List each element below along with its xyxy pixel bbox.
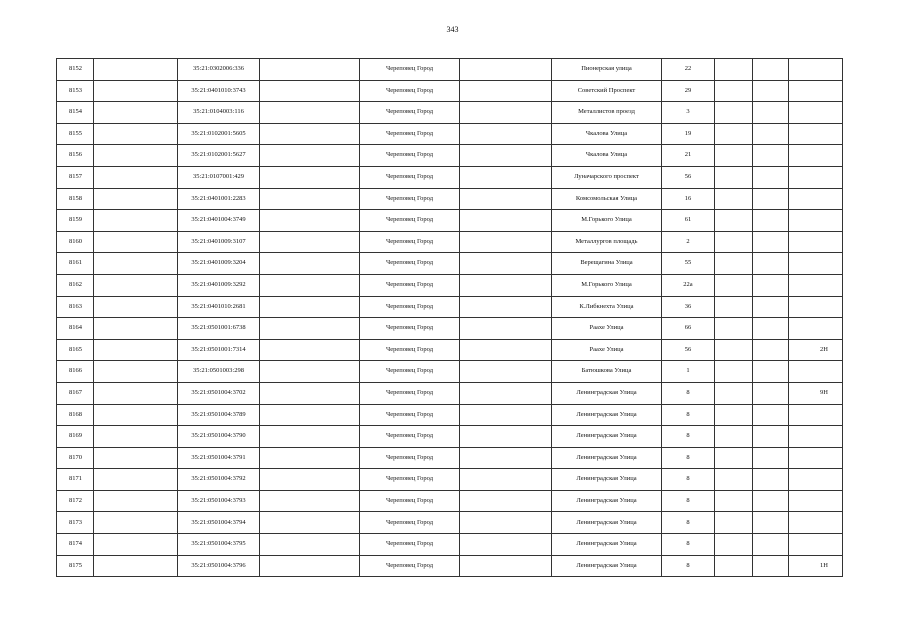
city-cell: Череповец Город [360,469,460,491]
empty-cell [715,339,753,361]
empty-cell [94,534,178,556]
table-row [57,123,843,145]
table-row [57,339,843,361]
cadastral-number-cell: 35:21:0401009:3292 [178,274,260,296]
row-number-cell: 8166 [57,361,94,383]
street-cell: Ленинградская Улица [552,469,662,491]
empty-cell [715,274,753,296]
empty-cell [753,555,789,577]
empty-cell [94,361,178,383]
house-number-cell: 1 [662,361,715,383]
empty-cell [94,274,178,296]
empty-cell [753,490,789,512]
empty-cell [260,404,360,426]
premises-cell [789,231,843,253]
empty-cell [94,512,178,534]
empty-cell [260,361,360,383]
cadastral-number-cell: 35:21:0501004:3793 [178,490,260,512]
row-number-cell: 8175 [57,555,94,577]
empty-cell [260,231,360,253]
empty-cell [715,296,753,318]
empty-cell [753,339,789,361]
premises-cell [789,123,843,145]
house-number-cell: 21 [662,145,715,167]
city-cell: Череповец Город [360,404,460,426]
city-cell: Череповец Город [360,318,460,340]
premises-cell [789,274,843,296]
empty-cell [460,123,552,145]
empty-cell [753,59,789,81]
empty-cell [94,123,178,145]
cadastral-number-cell: 35:21:0501004:3794 [178,512,260,534]
cadastral-number-cell: 35:21:0104003:116 [178,102,260,124]
city-cell: Череповец Город [360,296,460,318]
empty-cell [94,188,178,210]
street-cell: Ленинградская Улица [552,447,662,469]
empty-cell [94,253,178,275]
empty-cell [753,231,789,253]
street-cell: К.Либкнехта Улица [552,296,662,318]
empty-cell [460,382,552,404]
empty-cell [715,145,753,167]
city-cell: Череповец Город [360,512,460,534]
empty-cell [753,210,789,232]
cadastral-number-cell: 35:21:0107001:429 [178,166,260,188]
empty-cell [260,188,360,210]
city-cell: Череповец Город [360,166,460,188]
table-body [57,59,843,577]
premises-cell: 2Н [789,339,843,361]
empty-cell [260,318,360,340]
empty-cell [94,80,178,102]
empty-cell [460,102,552,124]
empty-cell [260,469,360,491]
row-number-cell: 8172 [57,490,94,512]
table-row [57,145,843,167]
row-number-cell: 8163 [57,296,94,318]
premises-cell [789,296,843,318]
house-number-cell: 36 [662,296,715,318]
row-number-cell: 8164 [57,318,94,340]
empty-cell [94,469,178,491]
empty-cell [753,426,789,448]
empty-cell [460,296,552,318]
street-cell: Ленинградская Улица [552,512,662,534]
empty-cell [460,188,552,210]
empty-cell [260,296,360,318]
empty-cell [715,102,753,124]
empty-cell [460,145,552,167]
house-number-cell: 8 [662,426,715,448]
table-row [57,59,843,81]
empty-cell [460,447,552,469]
city-cell: Череповец Город [360,426,460,448]
row-number-cell: 8168 [57,404,94,426]
empty-cell [715,512,753,534]
city-cell: Череповец Город [360,534,460,556]
cadastral-number-cell: 35:21:0501004:3702 [178,382,260,404]
row-number-cell: 8157 [57,166,94,188]
empty-cell [715,59,753,81]
empty-cell [460,253,552,275]
empty-cell [460,274,552,296]
table-row [57,188,843,210]
city-cell: Череповец Город [360,361,460,383]
street-cell: Ленинградская Улица [552,382,662,404]
empty-cell [460,210,552,232]
premises-cell [789,490,843,512]
empty-cell [753,469,789,491]
street-cell: Ленинградская Улица [552,555,662,577]
empty-cell [753,102,789,124]
street-cell: Батюшкова Улица [552,361,662,383]
cadastral-number-cell: 35:21:0102001:5605 [178,123,260,145]
empty-cell [260,123,360,145]
row-number-cell: 8152 [57,59,94,81]
empty-cell [94,102,178,124]
cadastral-number-cell: 35:21:0501004:3790 [178,426,260,448]
table-row [57,166,843,188]
empty-cell [260,339,360,361]
row-number-cell: 8173 [57,512,94,534]
row-number-cell: 8156 [57,145,94,167]
empty-cell [260,253,360,275]
empty-cell [260,102,360,124]
premises-cell [789,166,843,188]
table-row [57,253,843,275]
row-number-cell: 8169 [57,426,94,448]
row-number-cell: 8154 [57,102,94,124]
empty-cell [715,166,753,188]
cadastral-number-cell: 35:21:0501004:3796 [178,555,260,577]
premises-cell [789,80,843,102]
cadastral-number-cell: 35:21:0401001:2283 [178,188,260,210]
city-cell: Череповец Город [360,382,460,404]
house-number-cell: 8 [662,555,715,577]
empty-cell [753,447,789,469]
street-cell: М.Горького Улица [552,274,662,296]
city-cell: Череповец Город [360,253,460,275]
empty-cell [94,426,178,448]
table-row [57,469,843,491]
empty-cell [753,123,789,145]
house-number-cell: 8 [662,469,715,491]
empty-cell [94,145,178,167]
premises-cell [789,447,843,469]
table-row [57,231,843,253]
table-row [57,274,843,296]
row-number-cell: 8170 [57,447,94,469]
cadastral-number-cell: 35:21:0401010:3743 [178,80,260,102]
empty-cell [753,382,789,404]
table-row [57,382,843,404]
premises-cell [789,102,843,124]
row-number-cell: 8155 [57,123,94,145]
house-number-cell: 8 [662,404,715,426]
street-cell: Комсомольская Улица [552,188,662,210]
house-number-cell: 56 [662,339,715,361]
empty-cell [460,318,552,340]
empty-cell [460,59,552,81]
cadastral-number-cell: 35:21:0501004:3792 [178,469,260,491]
street-cell: Чкалова Улица [552,145,662,167]
city-cell: Череповец Город [360,490,460,512]
table-row [57,447,843,469]
table-row [57,361,843,383]
city-cell: Череповец Город [360,231,460,253]
cadastral-number-cell: 35:21:0501001:6738 [178,318,260,340]
empty-cell [715,123,753,145]
premises-cell: 1Н [789,555,843,577]
empty-cell [260,490,360,512]
city-cell: Череповец Город [360,555,460,577]
house-number-cell: 8 [662,534,715,556]
premises-cell [789,361,843,383]
registry-table [56,58,843,577]
city-cell: Череповец Город [360,59,460,81]
empty-cell [715,210,753,232]
empty-cell [94,555,178,577]
table-row [57,426,843,448]
empty-cell [753,166,789,188]
premises-cell [789,188,843,210]
house-number-cell: 55 [662,253,715,275]
street-cell: Советский Проспект [552,80,662,102]
house-number-cell: 22а [662,274,715,296]
empty-cell [260,274,360,296]
house-number-cell: 22 [662,59,715,81]
table-row [57,404,843,426]
street-cell: Раахе Улица [552,318,662,340]
empty-cell [94,447,178,469]
city-cell: Череповец Город [360,339,460,361]
empty-cell [753,80,789,102]
empty-cell [715,447,753,469]
row-number-cell: 8162 [57,274,94,296]
empty-cell [753,361,789,383]
row-number-cell: 8159 [57,210,94,232]
empty-cell [460,80,552,102]
house-number-cell: 61 [662,210,715,232]
table-row [57,210,843,232]
house-number-cell: 3 [662,102,715,124]
street-cell: Верещагина Улица [552,253,662,275]
empty-cell [715,426,753,448]
empty-cell [460,490,552,512]
empty-cell [260,145,360,167]
empty-cell [715,534,753,556]
house-number-cell: 2 [662,231,715,253]
cadastral-number-cell: 35:21:0501003:298 [178,361,260,383]
table-row [57,80,843,102]
empty-cell [260,512,360,534]
city-cell: Череповец Город [360,145,460,167]
cadastral-number-cell: 35:21:0501004:3789 [178,404,260,426]
empty-cell [753,274,789,296]
empty-cell [753,296,789,318]
empty-cell [460,361,552,383]
empty-cell [715,80,753,102]
cadastral-number-cell: 35:21:0501001:7314 [178,339,260,361]
cadastral-number-cell: 35:21:0102001:5627 [178,145,260,167]
empty-cell [715,318,753,340]
table-row [57,318,843,340]
empty-cell [715,253,753,275]
premises-cell [789,534,843,556]
empty-cell [715,555,753,577]
empty-cell [94,231,178,253]
empty-cell [260,555,360,577]
empty-cell [460,426,552,448]
city-cell: Череповец Город [360,102,460,124]
premises-cell [789,253,843,275]
city-cell: Череповец Город [360,188,460,210]
street-cell: М.Горького Улица [552,210,662,232]
empty-cell [460,555,552,577]
table-row [57,534,843,556]
empty-cell [260,447,360,469]
city-cell: Череповец Город [360,80,460,102]
street-cell: Ленинградская Улица [552,490,662,512]
empty-cell [715,361,753,383]
empty-cell [460,469,552,491]
empty-cell [94,490,178,512]
row-number-cell: 8171 [57,469,94,491]
table-row [57,102,843,124]
house-number-cell: 66 [662,318,715,340]
empty-cell [94,318,178,340]
city-cell: Череповец Город [360,210,460,232]
house-number-cell: 16 [662,188,715,210]
row-number-cell: 8165 [57,339,94,361]
street-cell: Металлургов площадь [552,231,662,253]
house-number-cell: 8 [662,490,715,512]
empty-cell [460,339,552,361]
house-number-cell: 56 [662,166,715,188]
city-cell: Череповец Город [360,274,460,296]
row-number-cell: 8167 [57,382,94,404]
empty-cell [715,404,753,426]
empty-cell [460,404,552,426]
empty-cell [460,512,552,534]
street-cell: Металлистов проезд [552,102,662,124]
empty-cell [260,166,360,188]
table-row [57,490,843,512]
premises-cell [789,404,843,426]
empty-cell [715,231,753,253]
empty-cell [753,253,789,275]
empty-cell [753,145,789,167]
empty-cell [94,404,178,426]
empty-cell [753,404,789,426]
empty-cell [94,382,178,404]
row-number-cell: 8174 [57,534,94,556]
empty-cell [715,188,753,210]
premises-cell [789,512,843,534]
empty-cell [715,382,753,404]
house-number-cell: 8 [662,382,715,404]
premises-cell [789,210,843,232]
row-number-cell: 8161 [57,253,94,275]
street-cell: Ленинградская Улица [552,404,662,426]
empty-cell [94,339,178,361]
street-cell: Чкалова Улица [552,123,662,145]
table-row [57,555,843,577]
cadastral-number-cell: 35:21:0401004:3749 [178,210,260,232]
premises-cell: 9Н [789,382,843,404]
premises-cell [789,426,843,448]
city-cell: Череповец Город [360,447,460,469]
empty-cell [260,534,360,556]
premises-cell [789,318,843,340]
row-number-cell: 8153 [57,80,94,102]
row-number-cell: 8160 [57,231,94,253]
street-cell: Раахе Улица [552,339,662,361]
cadastral-number-cell: 35:21:0401010:2681 [178,296,260,318]
empty-cell [260,80,360,102]
page-number: 343 [446,25,459,34]
empty-cell [94,166,178,188]
empty-cell [260,59,360,81]
premises-cell [789,469,843,491]
house-number-cell: 19 [662,123,715,145]
premises-cell [789,59,843,81]
empty-cell [94,210,178,232]
empty-cell [460,166,552,188]
premises-cell [789,145,843,167]
street-cell: Ленинградская Улица [552,426,662,448]
cadastral-number-cell: 35:21:0501004:3791 [178,447,260,469]
empty-cell [260,210,360,232]
house-number-cell: 8 [662,447,715,469]
empty-cell [753,512,789,534]
cadastral-number-cell: 35:21:0401009:3204 [178,253,260,275]
empty-cell [94,296,178,318]
city-cell: Череповец Город [360,123,460,145]
street-cell: Луначарского проспект [552,166,662,188]
empty-cell [94,59,178,81]
house-number-cell: 8 [662,512,715,534]
empty-cell [753,534,789,556]
row-number-cell: 8158 [57,188,94,210]
empty-cell [260,426,360,448]
cadastral-number-cell: 35:21:0401009:3107 [178,231,260,253]
empty-cell [715,490,753,512]
street-cell: Пионерская улица [552,59,662,81]
street-cell: Ленинградская Улица [552,534,662,556]
empty-cell [753,318,789,340]
cadastral-number-cell: 35:21:0302006:336 [178,59,260,81]
empty-cell [260,382,360,404]
table-row [57,512,843,534]
empty-cell [753,188,789,210]
empty-cell [460,231,552,253]
empty-cell [460,534,552,556]
cadastral-number-cell: 35:21:0501004:3795 [178,534,260,556]
empty-cell [715,469,753,491]
house-number-cell: 29 [662,80,715,102]
table-row [57,296,843,318]
